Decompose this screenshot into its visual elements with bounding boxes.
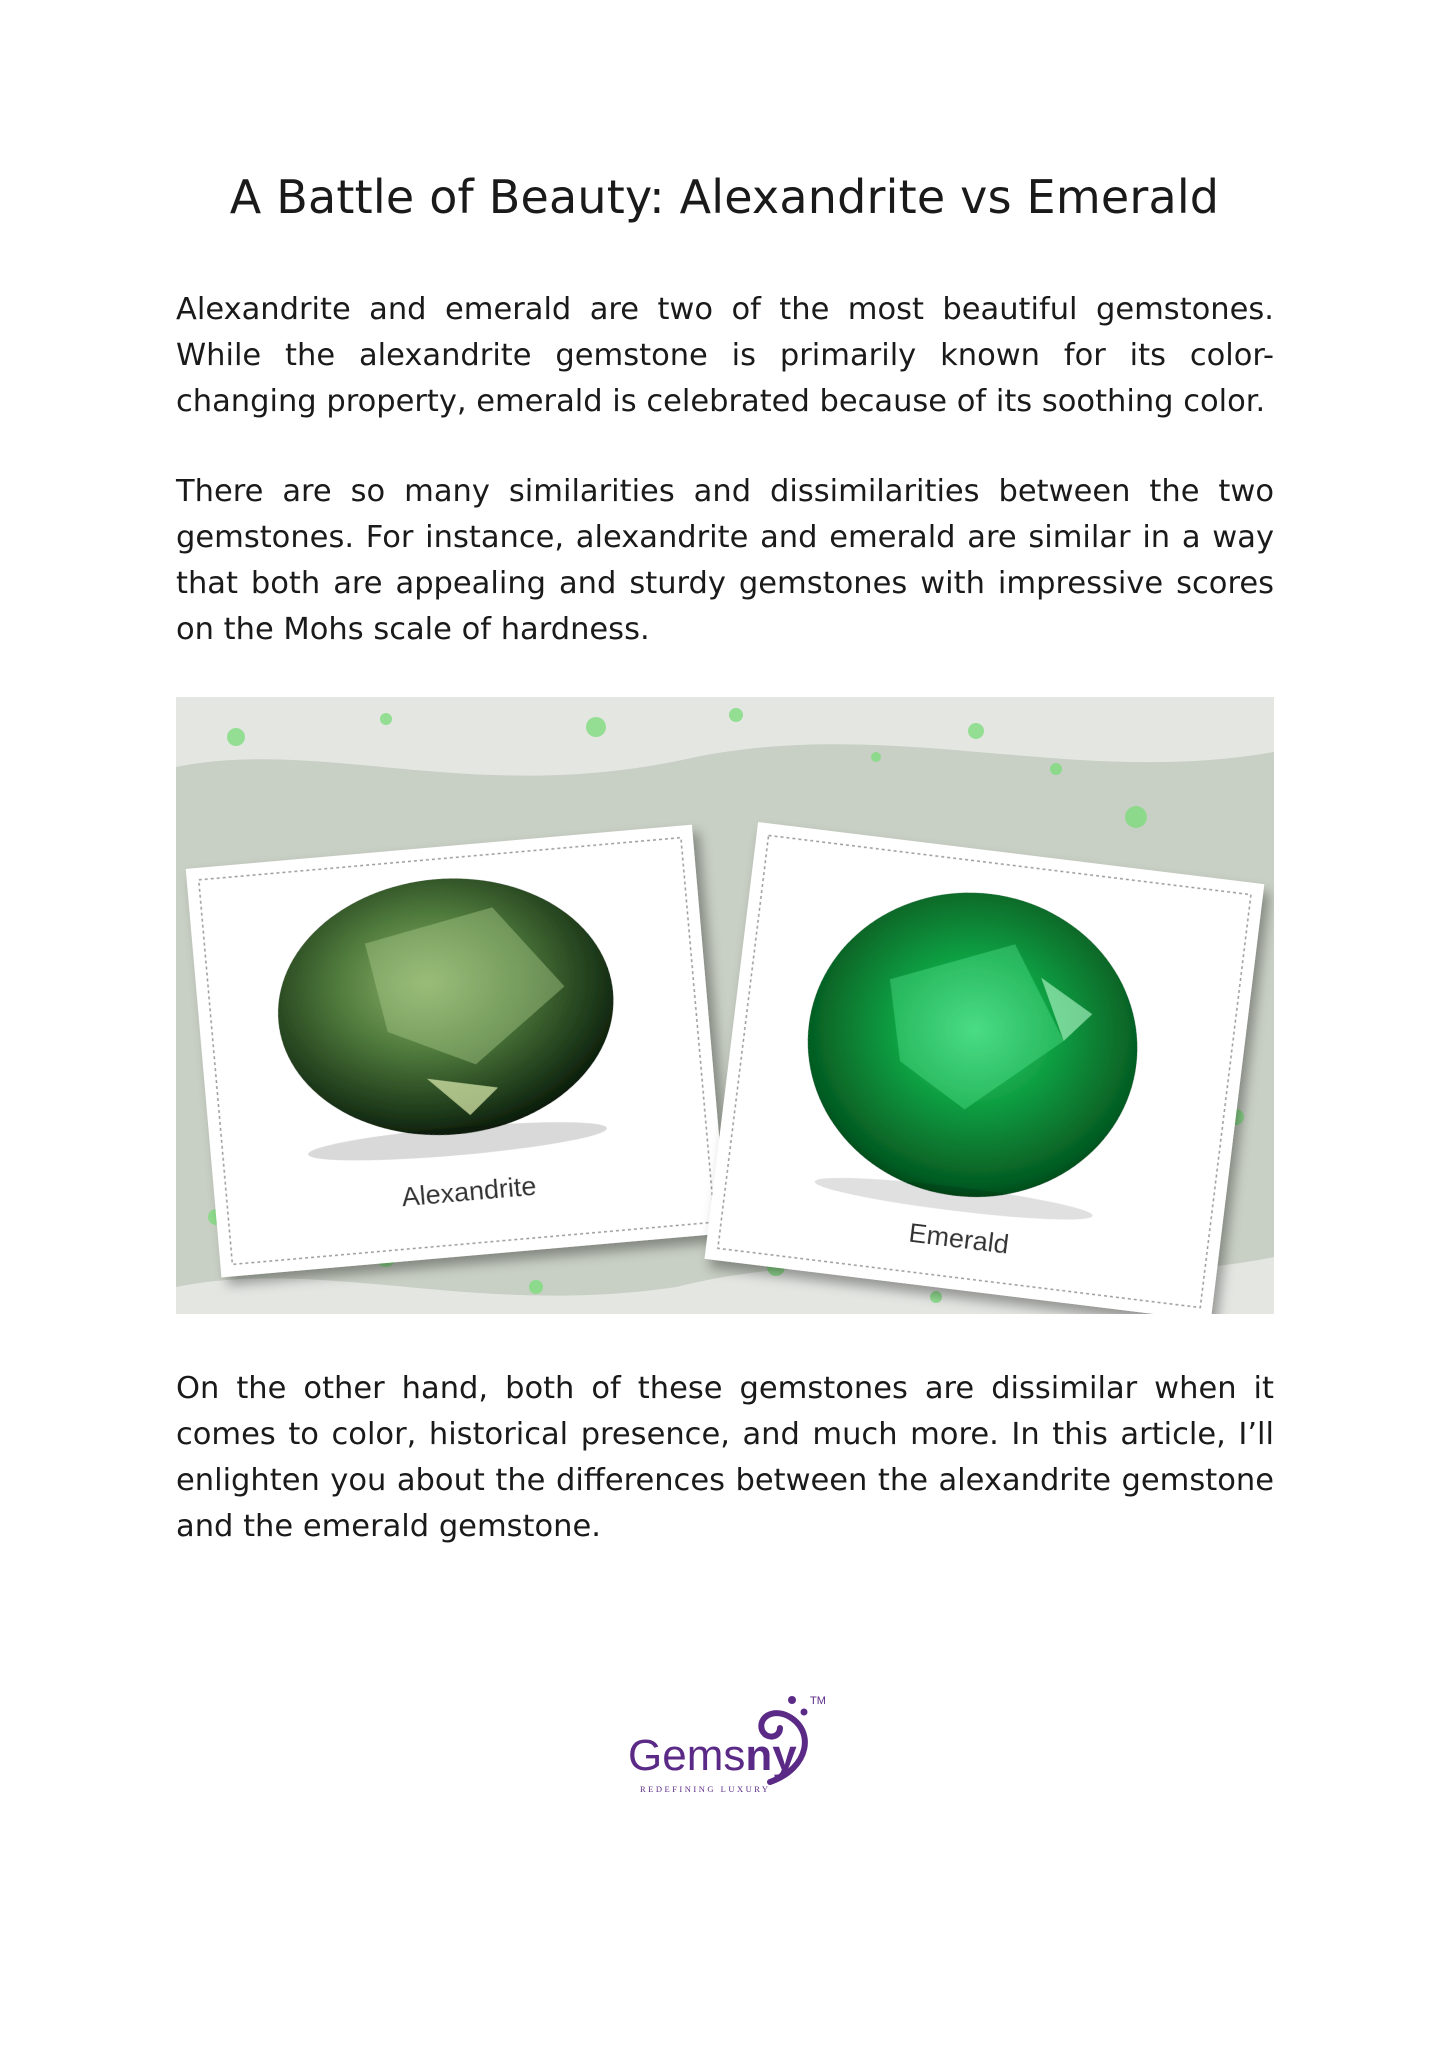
alexandrite-label: Alexandrite bbox=[400, 1170, 538, 1213]
emerald-label: Emerald bbox=[907, 1217, 1011, 1260]
logo-wordmark-ny: ny bbox=[745, 1731, 797, 1780]
logo-tagline: REDEFINING LUXURY bbox=[640, 1784, 771, 1794]
logo-wordmark: Gems bbox=[628, 1731, 746, 1780]
gemsny-logo bbox=[620, 1690, 840, 1800]
emerald-card bbox=[704, 822, 1264, 1314]
svg-text:Gemsny bbox=[628, 1731, 797, 1780]
differences-paragraph: On the other hand, both of these gemstones are dissimilar when it comes to color, historical presence, and much more. In this article, I’ll enlighten you about the differences between the alexandrite gemstone and the emerald gemstone. bbox=[176, 1371, 1274, 1544]
logo-trademark: TM bbox=[810, 1695, 826, 1707]
comparison-image bbox=[176, 697, 1274, 1314]
logo-dot-icon bbox=[788, 1696, 796, 1704]
logo-dot-icon bbox=[801, 1709, 808, 1716]
alexandrite-card bbox=[186, 825, 728, 1278]
page-title: A Battle of Beauty: Alexandrite vs Emerald bbox=[229, 170, 1220, 224]
similarities-paragraph: There are so many similarities and dissimilarities between the two gemstones. For instance, alexandrite and emerald are similar in a way that both are appealing and sturdy gemstones with impressive scores on the Mohs scale of hardness. bbox=[176, 474, 1274, 647]
intro-paragraph: Alexandrite and emerald are two of the most beautiful gemstones. While the alexandrite gemstone is primarily known for its color-changing property, emerald is celebrated because of its soothing color. bbox=[176, 292, 1274, 419]
